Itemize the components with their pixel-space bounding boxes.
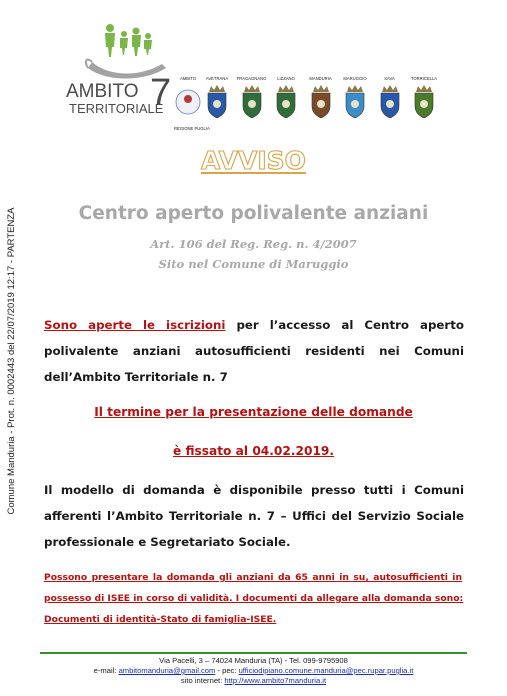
footer-website (0, 676, 507, 686)
enrollment-lead: Sono aperte le iscrizioni (44, 318, 226, 332)
crest-label: MANDURIA (309, 76, 332, 81)
logo-number: 7 (150, 72, 172, 114)
pec-label: - pec: (215, 666, 237, 675)
coat-of-arms-icon (200, 82, 234, 122)
crest-torricella (407, 76, 441, 126)
crest-label: AVETRANA (205, 76, 229, 81)
regione-puglia-seal (174, 76, 210, 132)
enrollment-line-1: per l’accesso al Centro aperto (236, 318, 464, 332)
footer-address: Via Pacelli, 3 – 74024 Manduria (TA) - Tel. 099-9795908 (159, 656, 348, 665)
eligibility-paragraph (44, 567, 462, 630)
email-link[interactable]: ambitomanduria@gmail.com (118, 666, 216, 675)
email-label: e-mail: (93, 666, 117, 675)
footer-divider (40, 652, 467, 654)
seal-prefix: AMBITO (180, 76, 196, 81)
notice-heading: AVVISO (201, 146, 306, 175)
coat-of-arms-icon (235, 82, 269, 122)
coat-of-arms-icon (373, 82, 407, 122)
coat-of-arms-icon (407, 82, 441, 122)
crest-label: MARUGGIO (343, 76, 367, 81)
protocol-stamp: Comune Manduria - Prot. n. 0002443 del 22/07/2019 12:17 - PARTENZA (6, 207, 17, 515)
logo-word-ambito: AMBITO (66, 81, 139, 102)
deadline-line-2: è fissato al 04.02.2019. (172, 444, 335, 458)
crest-maruggio (338, 76, 372, 126)
coat-of-arms-icon (269, 82, 303, 122)
enrollment-line-2: polivalente anziani autosufficienti residenti nei Comuni (44, 344, 464, 358)
crest-label: SAVA (384, 76, 395, 81)
region-seal-icon (174, 82, 202, 122)
eligibility-line-3: Documenti di identità-Stato di famiglia-ISEE. (44, 614, 277, 625)
website-link[interactable]: http://www.ambito7manduria.it (224, 676, 327, 685)
location-line: Sito nel Comune di Maruggio (158, 257, 349, 271)
availability-line-3: professionale e Segretariato Sociale. (44, 535, 291, 549)
regulation-reference: Art. 106 del Reg. Reg. n. 4/2007 (150, 237, 357, 251)
crest-label: LIZZANO (277, 76, 295, 81)
eligibility-line-1: Possono presentare la domanda gli anziani da 65 anni in su, autosufficienti in (44, 572, 462, 583)
seal-label: REGIONE PUGLIA (174, 126, 210, 131)
footer-contacts (0, 666, 507, 676)
form-availability-paragraph (44, 477, 464, 555)
pec-link[interactable]: ufficiodipiano.comune.manduria@pec.rupar.puglia.it (238, 666, 414, 675)
enrollment-line-3: dell’Ambito Territoriale n. 7 (44, 370, 228, 384)
crest-manduria (304, 76, 338, 126)
coat-of-arms-icon (338, 82, 372, 122)
website-label: sito internet: (180, 676, 223, 685)
availability-line-2: afferenti l’Ambito Territoriale n. 7 – Uffici del Servizio Sociale (44, 509, 464, 523)
eligibility-line-2: possesso di ISEE in corso di validità. I documenti da allegare alla domanda sono: (44, 593, 464, 604)
deadline-line-1: Il termine per la presentazione delle domande (94, 405, 413, 419)
logo-word-territoriale: TERRITORIALE (69, 101, 164, 116)
coat-of-arms-icon (304, 82, 338, 122)
enrollment-paragraph (44, 312, 464, 390)
availability-line-1: Il modello di domanda è disponibile presso tutti i Comuni (44, 483, 464, 497)
notice-title: Centro aperto polivalente anziani (78, 203, 429, 224)
crest-fragagnano (235, 76, 269, 126)
crest-lizzano (269, 76, 303, 126)
crest-sava (373, 76, 407, 126)
municipal-crests (174, 76, 448, 131)
crest-label: FRAGAGNANO (236, 76, 267, 81)
crest-label: TORRICELLA (410, 76, 438, 81)
crest-avetrana (200, 76, 234, 126)
